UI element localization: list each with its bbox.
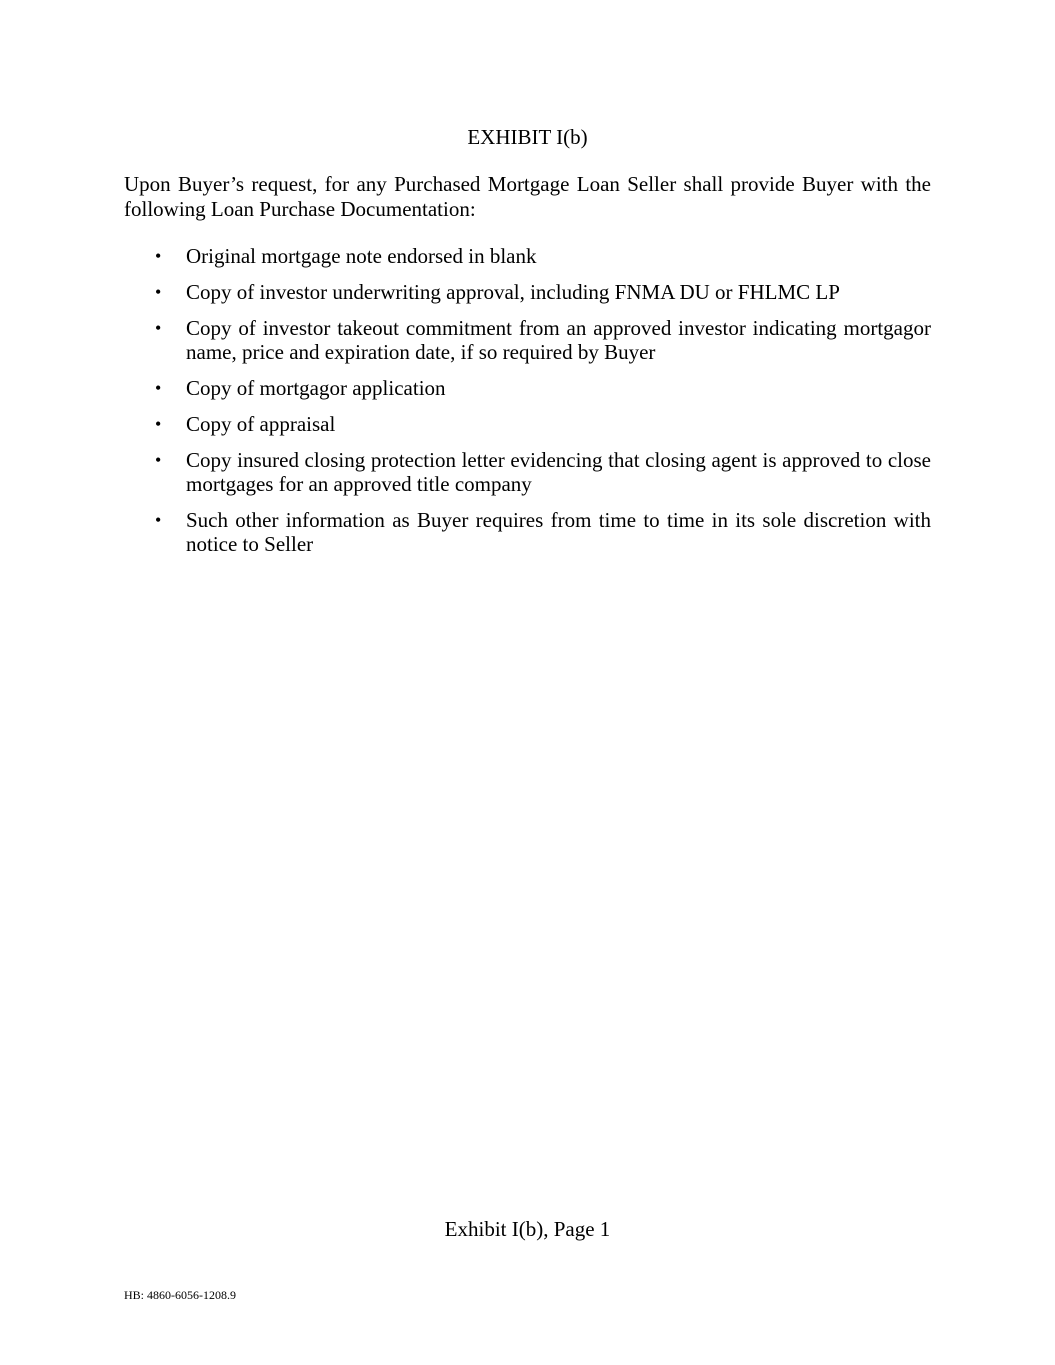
page-title: EXHIBIT I(b) [467, 125, 588, 149]
footer-page-label: Exhibit I(b), Page 1 [444, 1217, 611, 1241]
list-item [124, 412, 931, 436]
list-item [124, 508, 931, 556]
documentation-list [124, 244, 931, 568]
list-item-text: Copy insured closing protection letter evidencing that closing agent is approved to close mortgages for an approved title company [186, 448, 931, 496]
bullet-icon: • [155, 414, 162, 434]
list-item-text: Copy of mortgagor application [186, 376, 446, 400]
list-item-text: Such other information as Buyer requires from time to time in its sole discretion with notice to Seller [186, 508, 931, 556]
bullet-icon: • [155, 450, 162, 470]
list-item [124, 376, 931, 400]
bullet-icon: • [155, 282, 162, 302]
bullet-icon: • [155, 378, 162, 398]
list-item [124, 244, 931, 268]
bullet-icon: • [155, 318, 162, 338]
bullet-icon: • [155, 246, 162, 266]
list-item [124, 280, 931, 304]
list-item [124, 316, 931, 364]
intro-paragraph: Upon Buyer’s request, for any Purchased Mortgage Loan Seller shall provide Buyer with the following Loan Purchase Documentation: [124, 172, 931, 221]
list-item [124, 448, 931, 496]
list-item-text: Original mortgage note endorsed in blank [186, 244, 537, 268]
list-item-text: Copy of investor takeout commitment from an approved investor indicating mortgagor name, price and expiration date, if so required by Buyer [186, 316, 931, 364]
document-id: HB: 4860-6056-1208.9 [124, 1288, 236, 1302]
list-item-text: Copy of investor underwriting approval, including FNMA DU or FHLMC LP [186, 280, 840, 304]
list-item-text: Copy of appraisal [186, 412, 336, 436]
bullet-icon: • [155, 510, 162, 530]
